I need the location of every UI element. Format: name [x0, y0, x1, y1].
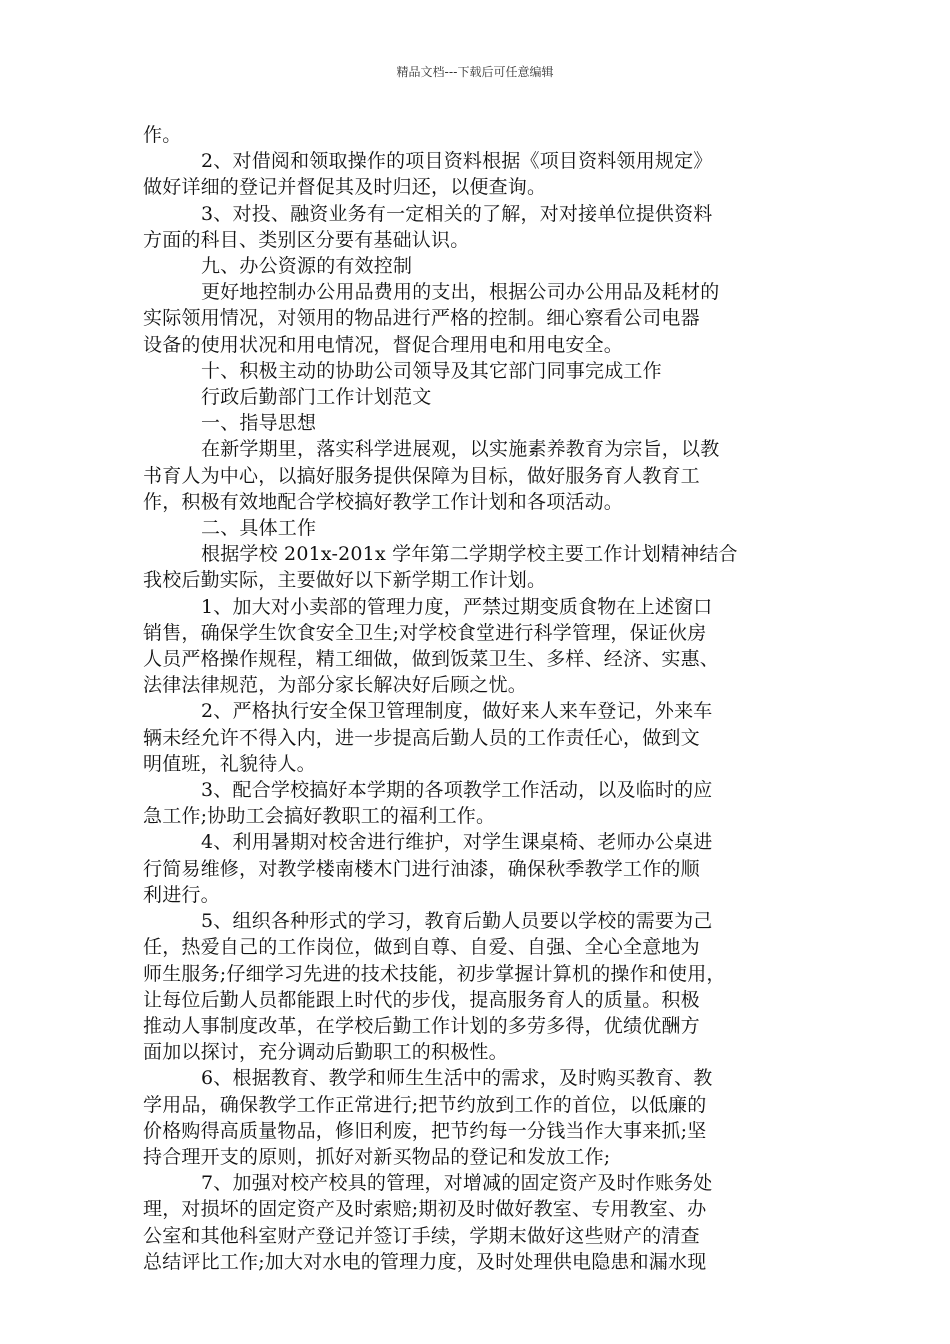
text-line: 更好地控制办公用品费用的支出，根据公司办公用品及耗材的	[201, 281, 720, 304]
text-line: 任，热爱自己的工作岗位，做到自尊、自爱、自强、全心全意地为	[143, 936, 700, 959]
text-line: 作。	[143, 124, 182, 146]
text-line: 急工作;协助工会搞好教职工的福利工作。	[143, 805, 496, 828]
text-line: 作，积极有效地配合学校搞好教学工作计划和各项活动。	[143, 490, 624, 513]
text-line: 持合理开支的原则，抓好对新买物品的登记和发放工作;	[143, 1145, 611, 1168]
text-line: 5、组织各种形式的学习，教育后勤人员要以学校的需要为己	[201, 910, 713, 933]
text-line: 推动人事制度改革，在学校后勤工作计划的多劳多得，优绩优酬方	[143, 1014, 700, 1037]
text-line: 一、指导思想	[201, 412, 317, 435]
text-line: 做好详细的登记并督促其及时归还，以便查询。	[143, 176, 547, 199]
text-line: 总结评比工作;加大对水电的管理力度，及时处理供电隐患和漏水现	[143, 1250, 707, 1273]
text-line: 7、加强对校产校具的管理，对增减的固定资产及时作账务处	[201, 1172, 713, 1195]
document-body	[143, 122, 807, 1275]
text-line: 1、加大对小卖部的管理力度，严禁过期变质食物在上述窗口	[201, 595, 713, 618]
text-line: 法律法律规范，为部分家长解决好后顾之忧。	[143, 674, 528, 697]
text-line: 九、办公资源的有效控制	[201, 255, 413, 278]
text-line: 2、严格执行安全保卫管理制度，做好来人来车登记，外来车	[201, 700, 713, 723]
text-line: 行简易维修，对教学楼南楼木门进行油漆，确保秋季教学工作的顺	[143, 857, 700, 880]
text-line: 设备的使用状况和用电情况，督促合理用电和用电安全。	[143, 333, 624, 356]
text-line: 价格购得高质量物品，修旧利废，把节约每一分钱当作大事来抓;坚	[143, 1119, 707, 1142]
text-line: 我校后勤实际，主要做好以下新学期工作计划。	[143, 569, 547, 592]
text-line: 二、具体工作	[201, 517, 317, 540]
text-line: 4、利用暑期对校舍进行维护，对学生课桌椅、老师办公桌进	[201, 831, 713, 854]
text-line: 让每位后勤人员都能跟上时代的步伐，提高服务育人的质量。积极	[143, 988, 700, 1011]
text-line: 人员严格操作规程，精工细做，做到饭菜卫生、多样、经济、实惠、	[143, 648, 720, 671]
text-line: 销售，确保学生饮食安全卫生;对学校食堂进行科学管理，保证伙房	[143, 621, 707, 644]
text-line: 2、对借阅和领取操作的项目资料根据《项目资料领用规定》	[201, 150, 713, 173]
text-line: 6、根据教育、教学和师生生活中的需求，及时购买教育、教	[201, 1067, 713, 1090]
text-line: 书育人为中心，以搞好服务提供保障为目标，做好服务育人教育工	[143, 464, 700, 487]
text-line: 行政后勤部门工作计划范文	[201, 386, 432, 409]
text-line: 公室和其他科室财产登记并签订手续，学期末做好这些财产的清查	[143, 1224, 700, 1247]
text-line: 面加以探讨，充分调动后勤职工的积极性。	[143, 1041, 508, 1064]
text-line: 师生服务;仔细学习先进的技术技能，初步掌握计算机的操作和使用，	[143, 962, 726, 985]
text-line: 学用品，确保教学工作正常进行;把节约放到工作的首位，以低廉的	[143, 1093, 707, 1116]
page-header: 精品文档---下载后可任意编辑	[396, 65, 554, 79]
text-line: 3、配合学校搞好本学期的各项教学工作活动，以及临时的应	[201, 779, 713, 802]
text-line: 利进行。	[143, 883, 220, 906]
text-line: 在新学期里，落实科学进展观，以实施素养教育为宗旨，以教	[201, 438, 720, 461]
text-line: 辆未经允许不得入内，进一步提高后勤人员的工作责任心，做到文	[143, 726, 700, 749]
text-line: 3、对投、融资业务有一定相关的了解，对对接单位提供资料	[201, 202, 713, 225]
text-line: 理，对损坏的固定资产及时索赔;期初及时做好教室、专用教室、办	[143, 1198, 707, 1221]
text-line: 十、积极主动的协助公司领导及其它部门同事完成工作	[201, 359, 662, 382]
text-line: 方面的科目、类别区分要有基础认识。	[143, 228, 470, 251]
text-line: 实际领用情况，对领用的物品进行严格的控制。细心察看公司电器	[143, 307, 700, 330]
text-line: 根据学校 201x-201x 学年第二学期学校主要工作计划精神结合	[201, 543, 738, 566]
text-line: 明值班，礼貌待人。	[143, 752, 316, 775]
